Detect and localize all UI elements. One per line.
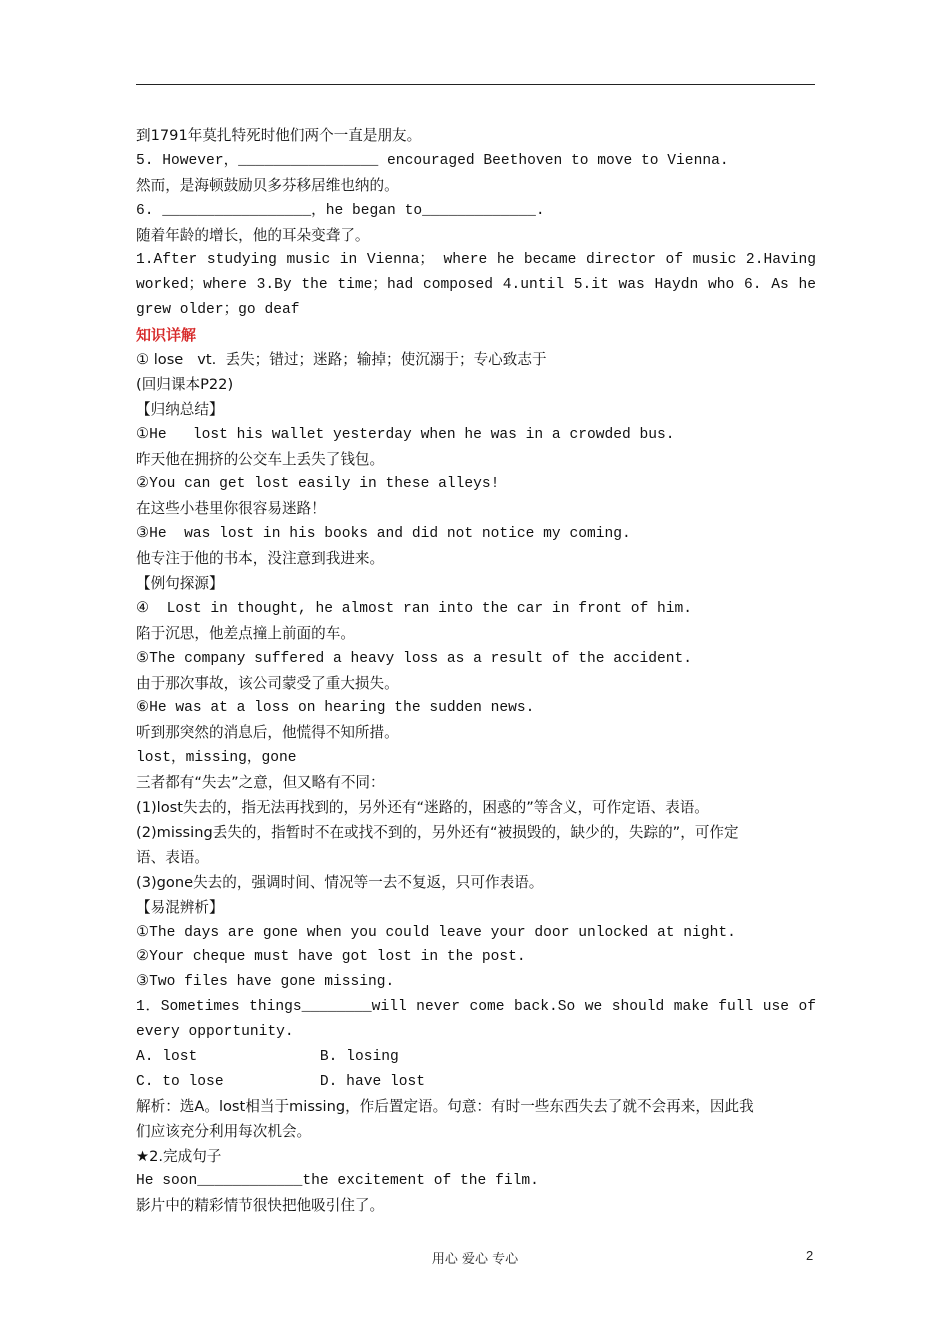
header-rule xyxy=(136,84,815,85)
example-zh: 听到那突然的消息后，他慌得不知所措。 xyxy=(136,724,399,742)
example-en: ①The days are gone when you could leave your door unlocked at night. xyxy=(136,924,736,941)
subsection-heading: 【例句探源】 xyxy=(136,575,224,593)
example-en: ③Two files have gone missing. xyxy=(136,974,395,991)
example-zh: 昨天他在拥挤的公交车上丢失了钱包。 xyxy=(136,450,385,468)
text-line: 到1791年莫扎特死时他们两个一直是朋友。 xyxy=(136,127,422,144)
text-line: (1)lost失去的，指无法再找到的，另外还有“迷路的，困惑的”等含义，可作定语、表语。 xyxy=(136,799,709,817)
explanation: 解析：选A。lost相当于missing，作后置定语。句意：有时一些东西失去了就不会再来，因此我 xyxy=(136,1097,754,1115)
example-en: ⑥He was at a loss on hearing the sudden news. xyxy=(136,700,535,717)
text-line: (3)gone失去的，强调时间、情况等一去不复返，只可作表语。 xyxy=(136,873,544,891)
example-en: ①He lost his wallet yesterday when he was in a crowded bus. xyxy=(136,426,675,443)
text-line: 然而，是海顿鼓励贝多芬移居维也纳的。 xyxy=(136,176,399,194)
text-line: 语、表语。 xyxy=(136,848,209,866)
text-line: lost，missing，gone xyxy=(136,750,297,767)
text-line: 随着年龄的增长，他的耳朵变聋了。 xyxy=(136,226,370,244)
subsection-heading: 【易混辨析】 xyxy=(136,898,224,916)
example-en: ②Your cheque must have got lost in the post. xyxy=(136,949,526,966)
example-en: ②You can get lost easily in these alleys! xyxy=(136,476,500,493)
page-body xyxy=(136,124,816,1219)
text-line: (2)missing丢失的，指暂时不在或找不到的，另外还有“被损毁的，缺少的，失踪的”，可作定 xyxy=(136,823,739,841)
example-zh: 陷于沉思，他差点撞上前面的车。 xyxy=(136,624,355,642)
exercise-heading: ★2.完成句子 xyxy=(136,1147,222,1165)
example-zh: 他专注于他的书本，没注意到我进来。 xyxy=(136,550,385,568)
answer-key-line: 1.After studying music in Vienna； where he became director of music 2.Having xyxy=(136,252,816,269)
answer-key-line: grew older；go deaf xyxy=(136,302,300,319)
exercise-options: A. lost B. losing xyxy=(136,1048,399,1065)
exercise-question: He soon____________the excitement of the film. xyxy=(136,1173,539,1190)
answer-key-line: worked；where 3.By the time；had composed 4.until 5.it was Haydn who 6. As he xyxy=(136,277,816,294)
text-line: (回归课本P22) xyxy=(136,375,234,393)
section-heading: 知识详解 xyxy=(136,326,197,345)
explanation: 们应该充分利用每次机会。 xyxy=(136,1122,312,1140)
exercise-question: 1．Sometimes things________will never come back.So we should make full use of xyxy=(136,999,816,1016)
example-en: ③He was lost in his books and did not notice my coming. xyxy=(136,526,631,543)
example-zh: 在这些小巷里你很容易迷路！ xyxy=(136,500,326,518)
example-zh: 由于那次事故，该公司蒙受了重大损失。 xyxy=(136,674,399,692)
subsection-heading: 【归纳总结】 xyxy=(136,400,224,418)
question-5: 5. However，________________ encouraged Beethoven to move to Vienna. xyxy=(136,152,729,169)
example-en: ④ Lost in thought, he almost ran into the car in front of him. xyxy=(136,600,693,617)
exercise-question: every opportunity. xyxy=(136,1024,294,1041)
exercise-options: C. to lose D. have lost xyxy=(136,1073,426,1090)
page-number: 2 xyxy=(806,1248,814,1263)
question-6: 6. _________________，he began to_____________. xyxy=(136,202,545,219)
vocab-entry: ① lose vt. 丢失；错过；迷路；输掉；使沉溺于；专心致志于 xyxy=(136,351,547,369)
footer-text: 用心 爱心 专心 xyxy=(431,1252,519,1267)
text-line: 三者都有“失去”之意，但又略有不同： xyxy=(136,774,385,792)
text-line: 影片中的精彩情节很快把他吸引住了。 xyxy=(136,1197,385,1215)
example-en: ⑤The company suffered a heavy loss as a result of the accident. xyxy=(136,650,693,667)
